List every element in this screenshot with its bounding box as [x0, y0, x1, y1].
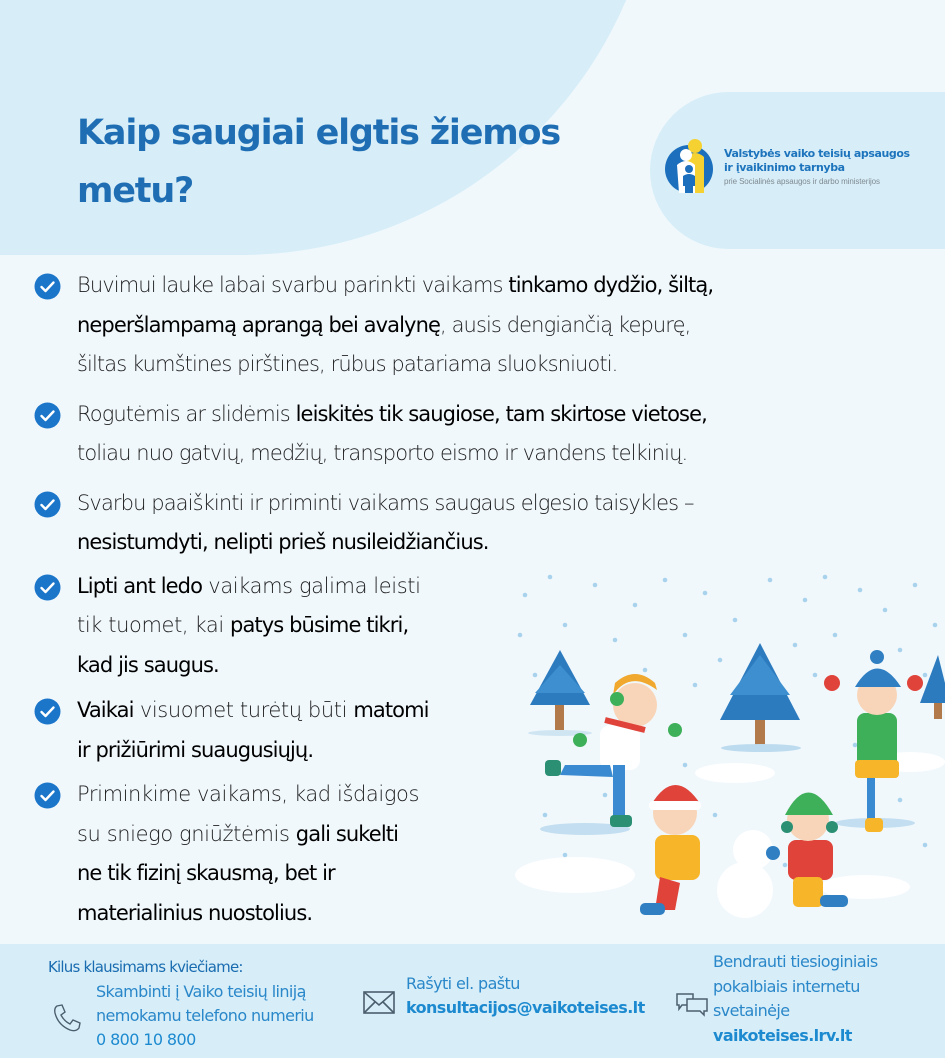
tip-line — [77, 434, 707, 474]
chat-bubbles-icon — [675, 986, 709, 1020]
snowflake — [533, 673, 538, 678]
tip-text-segment: visuomet turėtų būti — [133, 698, 354, 722]
tip-text-segment: toliau nuo gatvių, medžių, transporto eismo ir vandens telkinių. — [77, 441, 688, 465]
emphasized-text: materialinius nuostolius. — [77, 900, 313, 925]
snowflake — [793, 643, 798, 648]
snowflake — [633, 603, 638, 608]
emphasized-text: Vaikai — [77, 698, 134, 722]
snowflake — [703, 591, 708, 596]
tip-line — [77, 815, 517, 855]
tip-text-segment: , ausis dengiančią kepurę, — [440, 312, 691, 337]
snowflake — [643, 668, 648, 673]
check-circle-icon — [34, 782, 61, 809]
snowflake — [768, 578, 773, 583]
emphasized-text: ne tik fizinį skausmą, bet ir — [77, 861, 335, 885]
snowflake — [713, 813, 718, 818]
tip-text-segment: Rogutėmis ar slidėmis — [77, 401, 296, 426]
tip-text-segment: tik tuomet, kai — [77, 613, 231, 637]
tip-line — [77, 306, 713, 346]
tip-text — [77, 484, 694, 563]
tip-line — [77, 775, 517, 815]
tip-text-segment: Priminkime vaikams, kad išdaigos — [77, 782, 420, 806]
snowflake — [833, 633, 838, 638]
tip-text — [77, 775, 517, 933]
phone-icon — [50, 1001, 84, 1035]
snowflake — [718, 658, 723, 663]
snowflake — [683, 763, 688, 768]
check-circle-icon — [34, 402, 61, 429]
check-circle-icon — [34, 698, 61, 725]
snowflake — [823, 575, 828, 580]
chat-line-2: pokalbiais internetu — [713, 976, 860, 996]
tip-text-segment: su sniego gniūžtėmis — [77, 821, 296, 846]
snowflake — [933, 623, 938, 628]
snowflake — [858, 588, 863, 593]
agency-subtitle: prie Socialinės apsaugos ir darbo ministerijos — [724, 176, 880, 186]
tip-line — [77, 606, 517, 646]
snowflake — [898, 648, 903, 653]
check-circle-icon — [34, 273, 61, 300]
snowflake — [803, 598, 808, 603]
emphasized-text: ir prižiūrimi suaugusiųjų. — [77, 737, 314, 762]
snowflake — [733, 618, 738, 623]
snowflake — [683, 633, 688, 638]
tip-text — [77, 395, 707, 474]
phone-line-1: Skambinti į Vaiko teisių liniją — [96, 982, 306, 1001]
tip-line — [77, 395, 707, 435]
page-title — [77, 104, 617, 220]
tip-line — [77, 567, 517, 607]
emphasized-text: Lipti ant ledo — [77, 573, 203, 598]
tip-text — [77, 266, 713, 385]
snowflake — [563, 623, 568, 628]
snowman-boy-figure — [640, 785, 773, 918]
pine-tree-icon — [920, 655, 945, 719]
email-address-link[interactable]: konsultacijos@vaikoteises.lt — [406, 998, 645, 1017]
tip-line — [77, 894, 517, 934]
tip-text-segment: vaikams galima leisti — [202, 573, 421, 598]
tip-line — [77, 345, 713, 385]
snowflake — [613, 638, 618, 643]
snowflake — [898, 798, 903, 803]
emphasized-text: kad jis saugus. — [77, 652, 219, 677]
chat-line-3: svetainėje — [713, 1001, 790, 1020]
family-silhouette-logo-icon — [664, 131, 714, 201]
agency-logo — [664, 131, 910, 201]
pine-tree-icon — [720, 643, 801, 752]
tip-line — [77, 731, 517, 771]
snowflake — [813, 673, 818, 678]
phone-line-2: nemokamu telefono numeriu — [96, 1006, 314, 1025]
tip-text-segment: šiltas kumštines pirštines, rūbus patariama sluoksniuoti. — [77, 352, 618, 376]
website-link[interactable]: vaikoteises.lrv.lt — [713, 1025, 852, 1045]
tip-text-segment: Svarbu paaiškinti ir priminti vaikams saugaus elgesio taisykles – — [77, 490, 694, 515]
emphasized-text: gali sukelti — [295, 821, 399, 846]
check-circle-icon — [34, 574, 61, 601]
snowflake — [883, 608, 888, 613]
chat-contact — [675, 950, 878, 1048]
tip-text — [77, 567, 517, 686]
snowflake — [548, 575, 553, 580]
emphasized-text: nesistumdyti, nelipti prieš nusileidžiančius. — [77, 530, 489, 554]
snowflake — [603, 793, 608, 798]
snowflake — [543, 813, 548, 818]
snowflake — [663, 578, 668, 583]
tip-line — [77, 691, 517, 731]
emphasized-text: neperšlampamą aprangą bei avalynę — [77, 312, 441, 337]
tip-item — [34, 395, 924, 474]
tip-line — [77, 523, 694, 563]
snowflake — [783, 863, 788, 868]
snowflake — [518, 633, 523, 638]
email-line-1: Rašyti el. paštu — [406, 974, 520, 993]
title-line-1: Kaip saugiai elgtis žiemos — [77, 113, 560, 153]
phone-number-link[interactable]: 0 800 10 800 — [96, 1030, 196, 1049]
tip-text — [77, 691, 517, 770]
emphasized-text: patys būsime tikri, — [230, 613, 409, 637]
contact-footer — [0, 944, 945, 1058]
tip-line — [77, 854, 517, 894]
snowflake — [923, 843, 928, 848]
title-line-2: metu? — [77, 171, 194, 211]
tip-item — [34, 266, 924, 385]
snowflake — [593, 583, 598, 588]
tip-item — [34, 484, 924, 563]
snowflake — [563, 853, 568, 858]
emphasized-text: tinkamo dydžio, šiltą, — [508, 273, 714, 297]
footer-heading: Kilus klausimams kviečiame: — [48, 958, 243, 976]
tip-line — [77, 266, 713, 306]
snowflake — [923, 673, 928, 678]
phone-contact — [50, 984, 314, 1052]
email-contact — [362, 974, 645, 1020]
tip-text-segment: Buvimui lauke labai svarbu parinkti vaikams — [77, 273, 509, 297]
snowflake — [693, 683, 698, 688]
agency-name-line-1: Valstybės vaiko teisių apsaugos — [724, 146, 910, 160]
tip-line — [77, 646, 517, 686]
pine-tree-icon — [528, 650, 592, 736]
waving-girl-figure — [824, 650, 923, 832]
winter-children-illustration — [505, 565, 945, 940]
check-circle-icon — [34, 491, 61, 518]
agency-name-line-2: ir įvaikinimo tarnyba — [724, 160, 845, 174]
snowflake — [853, 743, 858, 748]
envelope-icon — [362, 985, 396, 1019]
tip-line — [77, 484, 694, 524]
emphasized-text: matomi — [353, 698, 429, 722]
snowflake — [913, 583, 918, 588]
snowflake — [523, 593, 528, 598]
emphasized-text: leiskitės tik saugiose, tam skirtose vietose, — [295, 401, 707, 426]
chat-line-1: Bendrauti tiesioginiais — [713, 952, 878, 971]
